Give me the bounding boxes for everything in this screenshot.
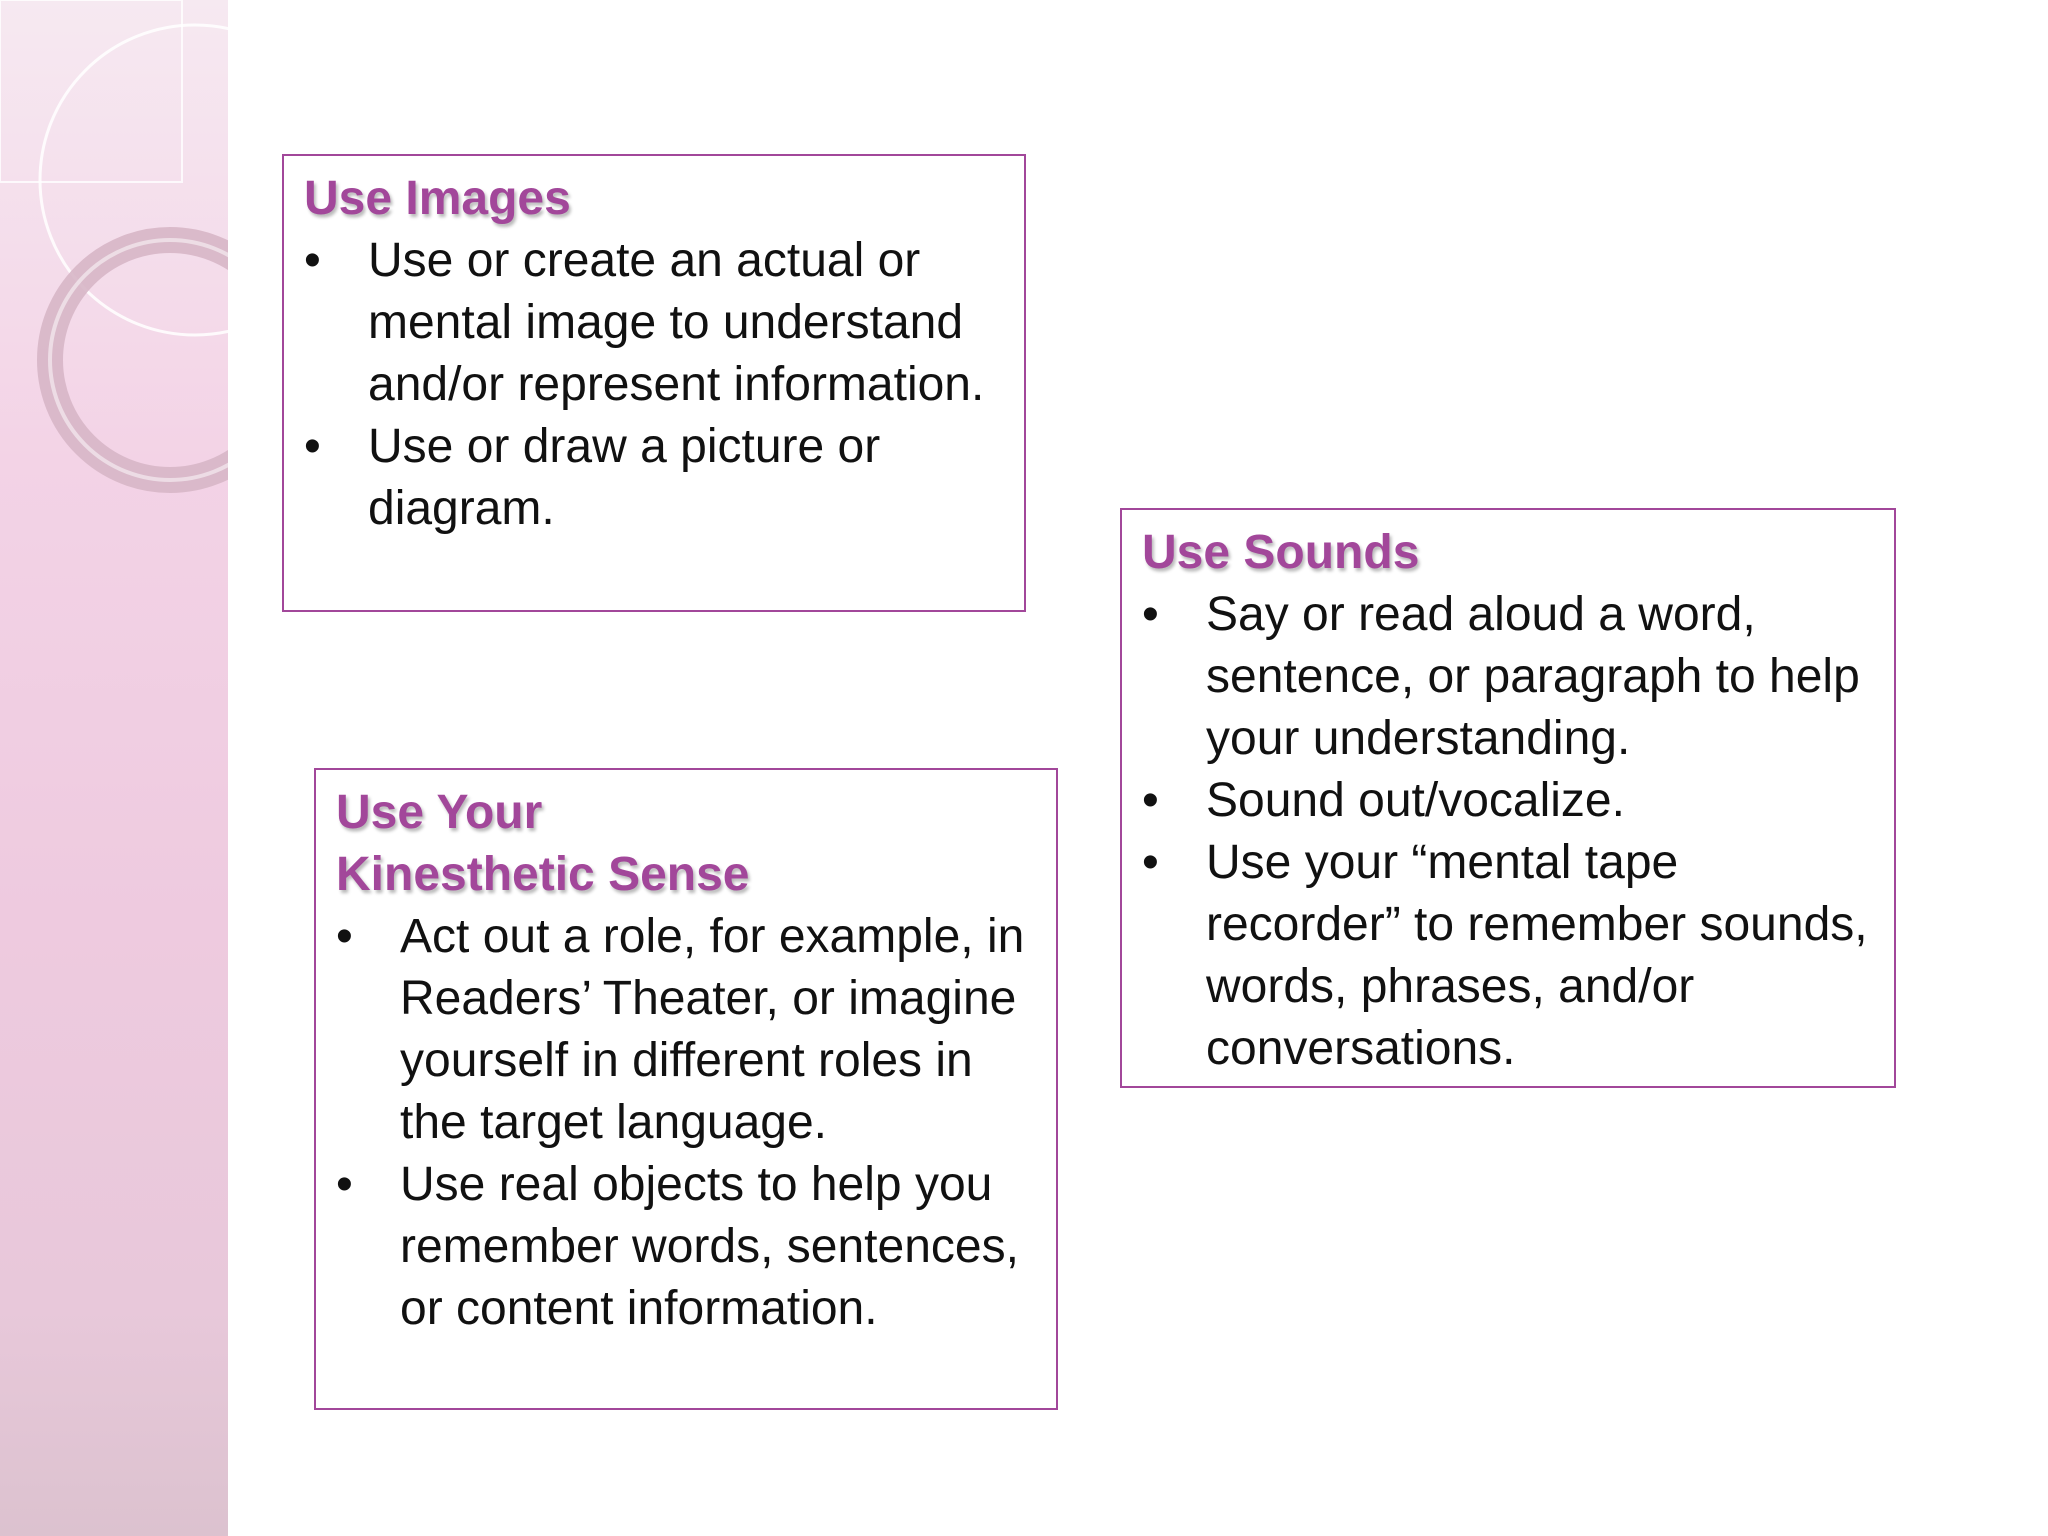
list-item-text: Sound out/vocalize. [1206, 774, 1625, 827]
card-title-use-images: Use Images [304, 172, 571, 225]
list-item-text: Say or read aloud a word, sentence, or paragraph to help your understanding. [1206, 588, 1860, 765]
list-item [1142, 770, 1876, 832]
bullet-icon: • [304, 420, 321, 473]
list-item-text: Use or create an actual or mental image to understand and/or represent information. [368, 234, 985, 411]
list-item [1142, 832, 1876, 1080]
card-use-kinesthetic-sense [314, 768, 1058, 1410]
list-item-text: Use your “mental tape recorder” to remember sounds, words, phrases, and/or conversations. [1206, 836, 1868, 1075]
list-item [1142, 584, 1876, 770]
bullet-list-use-images [304, 230, 1006, 540]
card-title-use-sounds: Use Sounds [1142, 526, 1420, 579]
bullet-icon: • [1142, 836, 1159, 889]
decorative-circles [0, 0, 228, 1536]
bullet-icon: • [1142, 774, 1159, 827]
list-item [336, 906, 1042, 1154]
card-use-images [282, 154, 1026, 612]
bullet-icon: • [336, 910, 353, 963]
list-item [304, 230, 1006, 416]
decorative-side-panel [0, 0, 228, 1536]
bullet-icon: • [304, 234, 321, 287]
list-item-text: Act out a role, for example, in Readers’ Theater, or imagine yourself in different roles in the target language. [400, 910, 1025, 1149]
list-item-text: Use real objects to help you remember words, sentences, or content information. [400, 1158, 1019, 1335]
bullet-list-use-sounds [1142, 584, 1876, 1080]
list-item-text: Use or draw a picture or diagram. [368, 420, 881, 535]
bullet-icon: • [1142, 588, 1159, 641]
bullet-icon: • [336, 1158, 353, 1211]
list-item [304, 416, 1006, 540]
card-title-use-kinesthetic-sense: Use Your Kinesthetic Sense [336, 786, 750, 901]
card-use-sounds [1120, 508, 1896, 1088]
list-item [336, 1154, 1042, 1340]
bullet-list-use-kinesthetic-sense [336, 906, 1042, 1340]
